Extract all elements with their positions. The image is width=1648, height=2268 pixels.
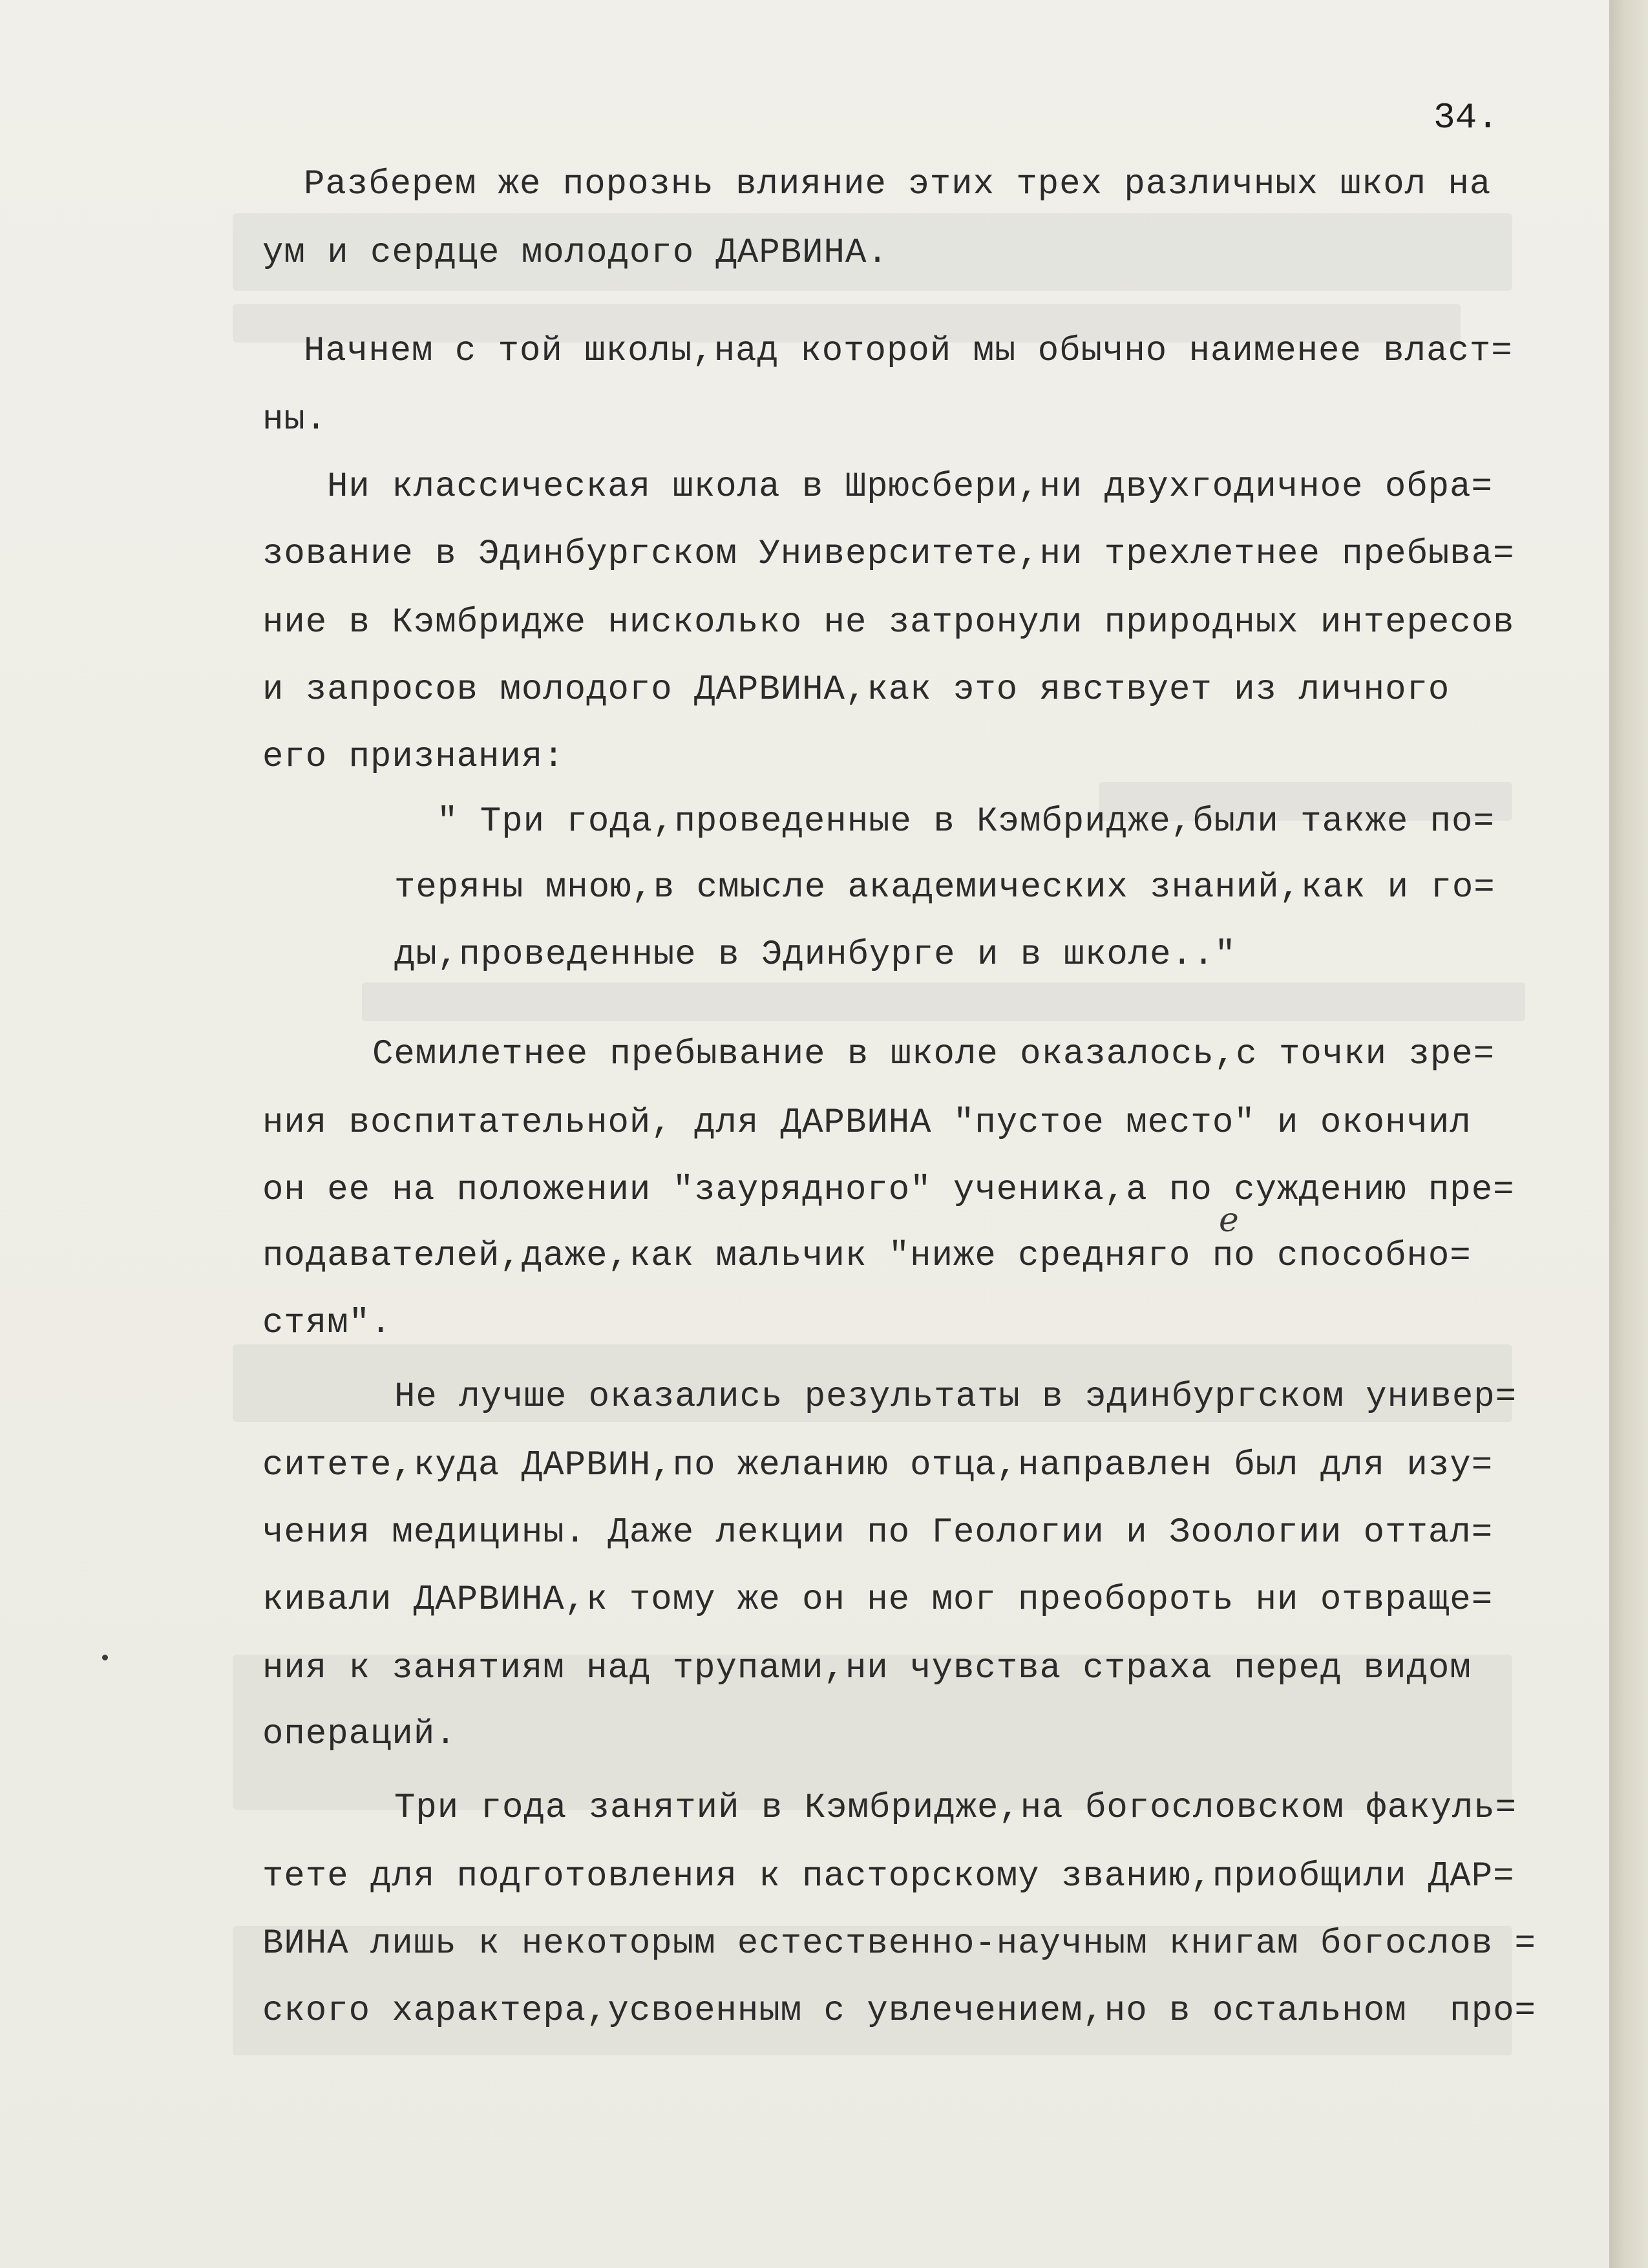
page-edge	[1609, 0, 1648, 2268]
text-line: ВИНА лишь к некоторым естественно-научным книгам богослов =	[262, 1924, 1536, 1964]
text-line: стям".	[262, 1304, 392, 1343]
bleed-through	[362, 982, 1525, 1021]
text-line: тете для подготовления к пасторскому званию,приобщили ДАР=	[262, 1857, 1515, 1896]
text-line: ского характера,усвоенным с увлечением,но в остальном про=	[262, 1991, 1536, 2031]
text-line: Начнем с той школы,над которой мы обычно наименее власт=	[304, 332, 1513, 371]
text-line: ния воспитательной, для ДАРВИНА "пустое место" и окончил	[262, 1103, 1472, 1143]
text-line: его признания:	[262, 737, 565, 777]
text-line: ситете,куда ДАРВИН,по желанию отца,направлен был для изу=	[262, 1446, 1494, 1485]
handwritten-correction: e	[1219, 1201, 1239, 1240]
text-line: Разберем же порознь влияние этих трех различных школ на	[304, 165, 1492, 204]
text-line: ны.	[262, 400, 328, 440]
text-line: и запросов молодого ДАРВИНА,как это явствует из личного	[262, 670, 1450, 710]
quote-line: ды,проведенные в Эдинбурге и в школе.."	[394, 935, 1236, 975]
text-line: зование в Эдинбургском Университете,ни трехлетнее пребыва=	[262, 535, 1515, 574]
page-number: 34.	[1433, 97, 1499, 138]
text-line: Ни классическая школа в Шрюсбери,ни двухгодичное обра=	[327, 467, 1493, 507]
ink-dot	[102, 1655, 108, 1660]
text-line: кивали ДАРВИНА,к тому же он не мог преобороть ни отвраще=	[262, 1580, 1494, 1620]
text-line: он ее на положении "заурядного" ученика,а по суждению пре=	[262, 1171, 1515, 1210]
text-line: подавателей,даже,как мальчик "ниже средняго по способно=	[262, 1236, 1472, 1276]
text-line: Не лучше оказались результаты в эдинбургском универ=	[394, 1377, 1517, 1417]
text-line: Три года занятий в Кэмбридже,на богословском факуль=	[394, 1788, 1517, 1828]
quote-line: " Три года,проведенные в Кэмбридже,были также по=	[437, 802, 1495, 842]
text-line: ние в Кэмбридже нисколько не затронули природных интересов	[262, 603, 1515, 642]
text-line: ния к занятиям над трупами,ни чувства страха перед видом	[262, 1649, 1472, 1688]
text-line: чения медицины. Даже лекции по Геологии и Зоологии оттал=	[262, 1513, 1494, 1553]
quote-line: теряны мною,в смысле академических знаний,как и го=	[394, 868, 1495, 907]
text-line: ум и сердце молодого ДАРВИНА.	[262, 233, 889, 273]
text-line: операций.	[262, 1715, 457, 1754]
text-line: Семилетнее пребывание в школе оказалось,с точки зре=	[372, 1035, 1495, 1074]
